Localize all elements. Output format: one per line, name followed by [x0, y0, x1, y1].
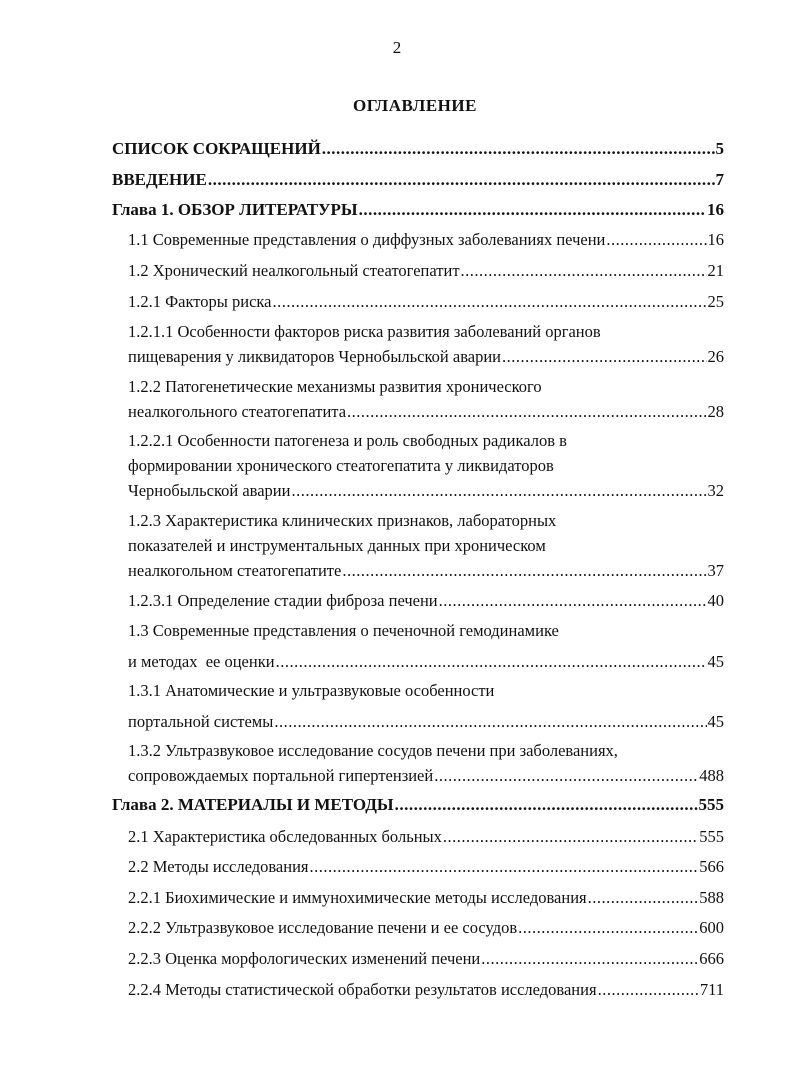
toc-entry-1-2-3-1[interactable]: 1.2.3.1 Определение стадии фиброза печени ..... 40 — [128, 588, 724, 613]
page-ref: 16 — [707, 200, 724, 219]
page-ref: 16 — [707, 230, 724, 249]
toc-entry-2-1[interactable]: 2.1 Характеристика обследованных больных ..... 555 — [128, 824, 724, 849]
toc-entry-1-1[interactable]: 1.1 Современные представления о диффузных заболеваниях печени ..... 16 — [128, 227, 724, 252]
toc-entry-1-2-2-1[interactable]: 1.2.2.1 Особенности патогенеза и роль свободных радикалов в формировании хронического стеатогепатита у ликвидаторов Чернобыльской аварии ..... 32 — [128, 428, 724, 503]
toc-entry-2-2[interactable]: 2.2 Методы исследования ..... 566 — [128, 854, 724, 879]
page-ref: 25 — [707, 292, 724, 311]
toc-entry-introduction[interactable]: ВВЕДЕНИЕ ..... 7 — [112, 167, 724, 192]
page-ref: 40 — [707, 591, 724, 610]
page-ref: 28 — [707, 402, 724, 421]
page-ref: 5 — [715, 139, 724, 158]
toc-entry-1-2-2[interactable]: 1.2.2 Патогенетические механизмы развития хронического неалкогольного стеатогепатита ..... 28 — [128, 374, 724, 424]
page-ref: 45 — [707, 652, 724, 671]
toc-entry-2-2-4[interactable]: 2.2.4 Методы статистической обработки результатов исследования ..... 711 — [128, 977, 724, 1002]
page-ref: 588 — [699, 888, 724, 907]
page-ref: 666 — [699, 949, 724, 968]
page-ref: 45 — [707, 712, 724, 731]
toc-entry-2-2-2[interactable]: 2.2.2 Ультразвуковое исследование печени и ее сосудов ..... 600 — [128, 915, 724, 940]
toc-entry-1-2-1-1[interactable]: 1.2.1.1 Особенности факторов риска развития заболеваний органов пищеварения у ликвидаторов Чернобыльской аварии ..... 26 — [128, 319, 724, 369]
toc-entry-1-2-3[interactable]: 1.2.3 Характеристика клинических признаков, лабораторных показателей и инструментальных данных при хроническом неалкогольном стеатогепатите ..... 37 — [128, 508, 724, 583]
toc-entry-2-2-3[interactable]: 2.2.3 Оценка морфологических изменений печени ..... 666 — [128, 946, 724, 971]
toc-entry-1-2[interactable]: 1.2 Хронический неалкогольный стеатогепатит ..... 21 — [128, 258, 724, 283]
page-ref: 488 — [699, 766, 724, 785]
toc-entry-chapter-1[interactable]: Глава 1. ОБЗОР ЛИТЕРАТУРЫ ..... 16 — [112, 197, 724, 222]
page-ref: 21 — [707, 261, 724, 280]
toc-entry-chapter-2[interactable]: Глава 2. МАТЕРИАЛЫ И МЕТОДЫ ..... 555 — [112, 792, 724, 817]
page-ref: 37 — [707, 561, 724, 580]
page-ref: 26 — [707, 347, 724, 366]
toc-title: ОГЛАВЛЕНИЕ — [353, 96, 477, 115]
page-ref: 32 — [707, 481, 724, 500]
toc-entry-1-3-1[interactable]: 1.3.1 Анатомические и ультразвуковые особенности портальной системы ..... 45 — [128, 678, 724, 734]
toc-entry-abbreviations[interactable]: СПИСОК СОКРАЩЕНИЙ ..... 5 — [112, 136, 724, 161]
page-ref: 555 — [698, 795, 724, 814]
toc-entry-2-2-1[interactable]: 2.2.1 Биохимические и иммунохимические методы исследования ..... 588 — [128, 885, 724, 910]
page-ref: 7 — [715, 170, 724, 189]
toc-entry-1-3[interactable]: 1.3 Современные представления о печеночной гемодинамике и методах ее оценки ..... 45 — [128, 618, 724, 674]
page-ref: 711 — [699, 980, 724, 999]
toc-entry-1-3-2[interactable]: 1.3.2 Ультразвуковое исследование сосудов печени при заболеваниях, сопровождаемых портальной гипертензией ..... 488 — [128, 738, 724, 788]
page-ref: 566 — [699, 857, 724, 876]
page-ref: 555 — [699, 827, 724, 846]
toc-entry-1-2-1[interactable]: 1.2.1 Факторы риска ..... 25 — [128, 289, 724, 314]
page-ref: 600 — [699, 918, 724, 937]
page-number: 2 — [392, 38, 402, 57]
